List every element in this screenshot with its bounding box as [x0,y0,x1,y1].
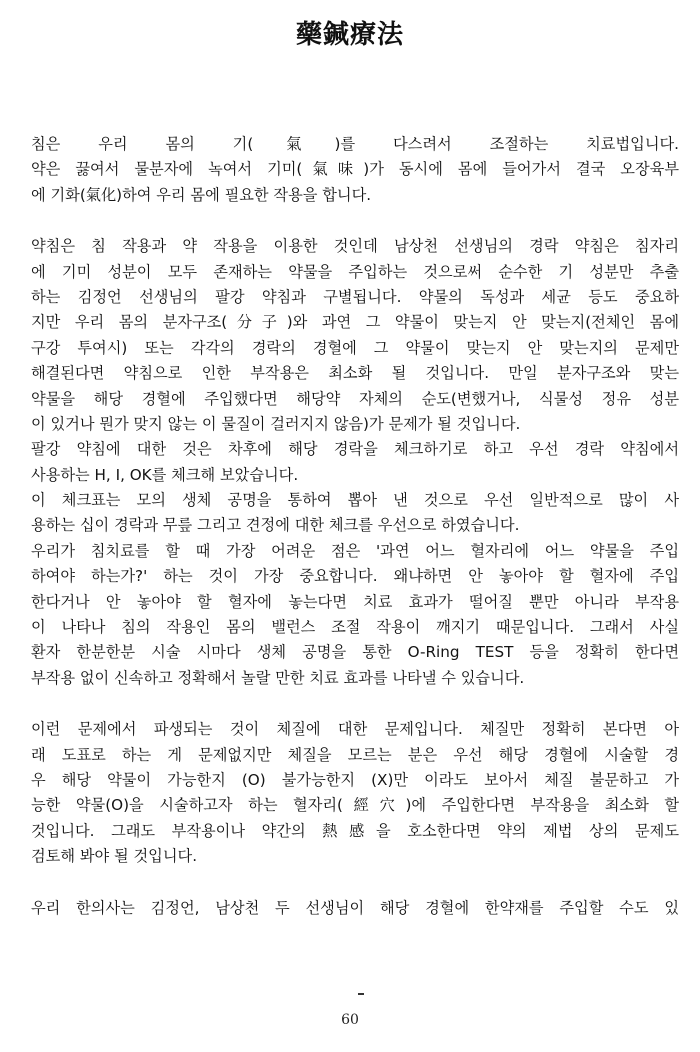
text-line: 환자 한분한분 시술 시마다 생체 공명을 통한 O-Ring TEST 등을 정확히 한다면 [31,643,679,662]
text-line: 우리 한의사는 김정언, 남상천 두 선생님이 해당 경혈에 한약재를 주입할 수도 있 [31,898,679,917]
scan-mark [358,993,364,995]
paragraph-2 [31,234,679,691]
text-line: 하는 김정언 선생님의 팔강 약침과 구별됩니다. 약물의 독성과 세균 등도 중요하 [31,287,679,306]
text-line: 팔강 약침에 대한 것은 차후에 해당 경락을 체크하기로 하고 우선 경락 약침에서 [31,440,679,459]
page-title: 藥鍼療法 [295,20,404,50]
paragraph-gap [31,870,679,896]
text-line: 부작용 없이 신속하고 정확해서 놀랄 만한 치료 효과를 나타낼 수 있습니다. [31,668,525,687]
text-line: 하여야 하는가?' 하는 것이 가장 중요합니다. 왜냐하면 안 놓아야 할 혈자에 주입 [31,567,679,586]
paragraph-gap [31,208,679,234]
text-line: 이런 문제에서 파생되는 것이 체질에 대한 문제입니다. 체질만 정확히 본다면 아 [31,720,679,739]
text-line: 침은 우리 몸의 기(氣)를 다스려서 조절하는 치료법입니다. [31,135,679,153]
text-line: 약침은 침 작용과 약 작용을 이용한 것인데 남상천 선생님의 경락 약침은 침자리 [31,237,679,256]
text-line: 것입니다. 그래도 부작용이나 약간의 熱感을 호소한다면 약의 제법 상의 문제도 [31,821,679,840]
page-number: 60 [341,1012,359,1028]
text-line: 능한 약물(O)을 시술하고자 하는 혈자리(經穴)에 주입한다면 부작용을 최소화 할 [31,796,679,815]
paragraph-gap [31,691,679,717]
paragraph-3 [31,717,679,869]
text-line: 래 도표로 하는 게 문제없지만 체질을 모르는 분은 우선 해당 경혈에 시술할 경 [31,745,679,764]
text-line: 약물을 해당 경혈에 주입했다면 해당약 자체의 순도(변했거나, 식물성 정유 성분 [31,389,679,408]
text-line: 이 있거나 뭔가 맞지 않는 이 물질이 걸러지지 않음)가 문제가 될 것입니다. [31,414,521,433]
text-line: 용하는 십이 경락과 무릎 그리고 견정에 대한 체크를 우선으로 하였습니다. [31,516,520,535]
text-line: 에 기화(氣化)하여 우리 몸에 필요한 작용을 합니다. [31,185,372,204]
text-line: 검토해 봐야 될 것입니다. [31,847,198,866]
text-line: 약은 끓여서 물분자에 녹여서 기미(氣味)가 동시에 몸에 들어가서 결국 오장육부 [31,160,679,179]
text-line: 이 체크표는 모의 생체 공명을 통하여 뽑아 낸 것으로 우선 일반적으로 많이 사 [31,491,679,510]
text-line: 지만 우리 몸의 분자구조(分子)와 과연 그 약물이 맞는지 안 맞는지(전체인 몸에 [31,313,679,332]
paragraph-1 [31,132,679,208]
paragraph-4 [31,896,679,921]
body-text [31,132,679,921]
text-line: 에 기미 성분이 모두 존재하는 약물을 주입하는 것으로써 순수한 기 성분만 추출 [31,262,679,281]
text-line: 해결된다면 약침으로 인한 부작용은 최소화 될 것입니다. 만일 분자구조와 맞는 [31,364,679,383]
text-line: 사용하는 H, I, OK를 체크해 보았습니다. [31,465,299,484]
text-line: 한다거나 안 놓아야 할 혈자에 놓는다면 치료 효과가 떨어질 뿐만 아니라 부작용 [31,592,679,611]
text-line: 우리가 침치료를 할 때 가장 어려운 점은 '과연 어느 혈자리에 어느 약물을 주입 [31,541,679,560]
text-line: 우 해당 약물이 가능한지 (O) 불가능한지 (X)만 이라도 보아서 체질 불문하고 가 [31,770,679,789]
text-line: 이 나타나 침의 작용인 몸의 밸런스 조절 작용이 깨지기 때문입니다. 그래서 사실 [31,618,679,637]
text-line: 구강 투여시) 또는 각각의 경락의 경혈에 그 약물이 맞는지 안 맞는지의 문제만 [31,338,679,357]
